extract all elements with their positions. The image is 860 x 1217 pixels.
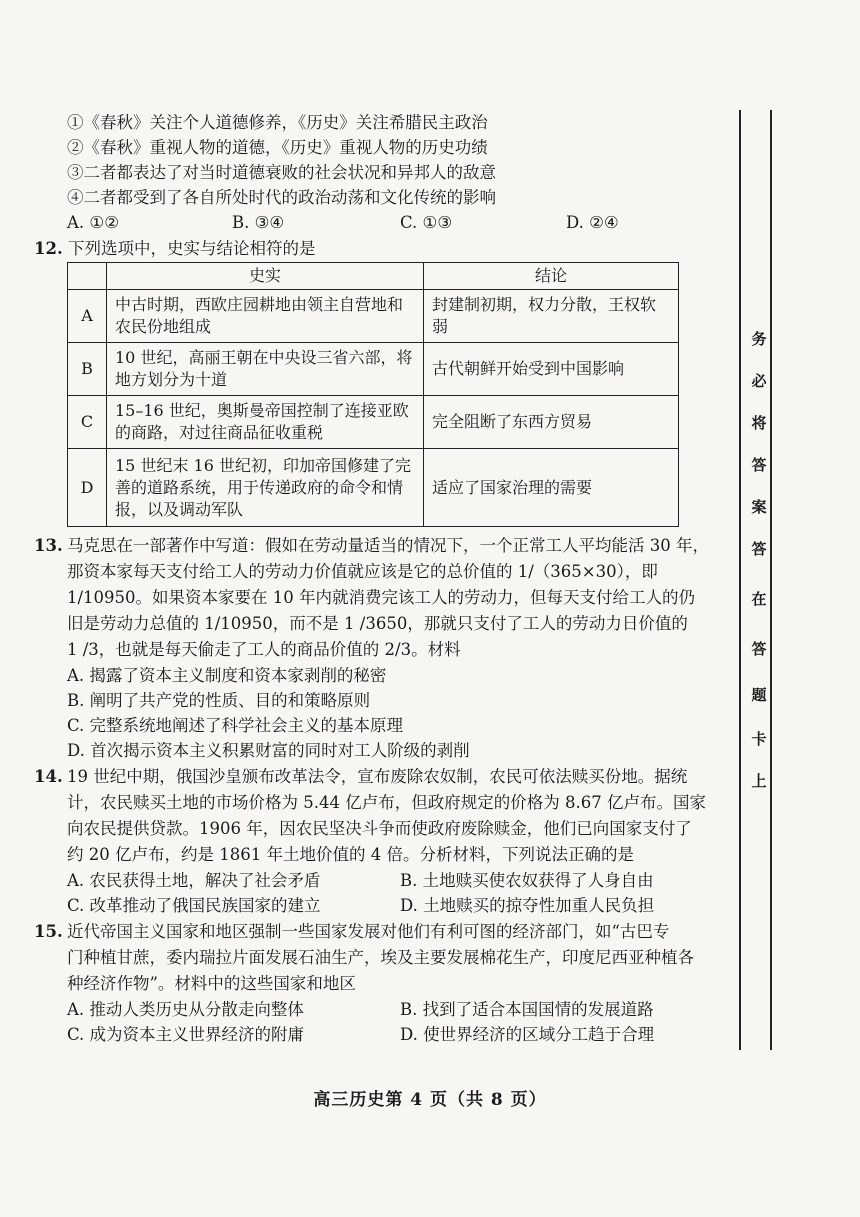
q14-number: 14. — [34, 767, 63, 786]
row-label: C — [68, 396, 107, 449]
table-header-empty — [68, 263, 107, 290]
q11-statement-4: ④二者都受到了各自所处时代的政治动荡和文化传统的影响 — [67, 188, 496, 207]
side-notice-char: 答 — [751, 640, 767, 658]
q15-option-b[interactable]: B. 找到了适合本国国情的发展道路 — [400, 1000, 654, 1019]
margin-rule-right — [770, 110, 772, 1050]
q14-option-c[interactable]: C. 改革推动了俄国民族国家的建立 — [67, 896, 321, 915]
side-notice-char: 将 — [751, 414, 767, 432]
q15-stem-line: 近代帝国主义国家和地区强制一些国家发展对他们有利可图的经济部门，如“古巴专 — [67, 922, 670, 941]
side-notice-char: 在 — [751, 590, 767, 608]
row-conclusion: 古代朝鲜开始受到中国影响 — [424, 343, 679, 396]
q15-stem-line: 门种植甘蔗，委内瑞拉片面发展石油生产，埃及主要发展棉花生产，印度尼西亚种植各 — [67, 948, 694, 967]
q11-option-d[interactable]: D. ②④ — [566, 213, 619, 232]
q11-option-a[interactable]: A. ①② — [67, 213, 119, 232]
q13-stem-line: 1 /3，也就是每天偷走了工人的商品价值的 2/3。材料 — [67, 640, 461, 659]
row-label: B — [68, 343, 107, 396]
q11-statement-1: ①《春秋》关注个人道德修养，《历史》关注希腊民主政治 — [67, 113, 488, 132]
q14-stem-line: 约 20 亿卢布，约是 1861 年土地价值的 4 倍。分析材料，下列说法正确的是 — [67, 845, 634, 864]
side-notice-char: 答 — [751, 540, 767, 558]
question-number: 12. — [34, 239, 63, 258]
q15-number: 15. — [34, 922, 63, 941]
row-label: D — [68, 449, 107, 527]
q13-stem-line: 马克思在一部著作中写道：假如在劳动量适当的情况下，一个正常工人平均能活 30 年， — [67, 536, 709, 555]
table-row[interactable] — [68, 449, 679, 527]
table-row[interactable] — [68, 290, 679, 343]
side-notice-char: 卡 — [751, 730, 767, 748]
row-conclusion: 封建制初期，权力分散，王权软弱 — [424, 290, 679, 343]
q14-option-d[interactable]: D. 土地赎买的掠夺性加重人民负担 — [400, 896, 655, 915]
q12-table — [67, 262, 679, 527]
q13-number: 13. — [34, 536, 63, 555]
q13-option-c[interactable]: C. 完整系统地阐述了科学社会主义的基本原理 — [67, 716, 404, 735]
q13-stem-line: 那资本家每天支付给工人的劳动力价值就应该是它的总价值的 1/（365×30），即 — [67, 562, 658, 581]
table-row[interactable] — [68, 396, 679, 449]
q14-option-b[interactable]: B. 土地赎买使农奴获得了人身自由 — [400, 871, 654, 890]
q14-stem-line: 计，农民赎买土地的市场价格为 5.44 亿卢布，但政府规定的价格为 8.67 亿卢布。国家 — [67, 793, 706, 812]
q13-option-b[interactable]: B. 阐明了共产党的性质、目的和策略原则 — [67, 691, 371, 710]
q14-stem-line: 向农民提供贷款。1906 年，因农民坚决斗争而使政府废除赎金，他们已向国家支付了 — [67, 819, 692, 838]
q13-stem-line: 旧是劳动力总值的 1/10950，而不是 1 /3650，那就只支付了工人的劳动力日价值的 — [67, 614, 688, 633]
q11-statement-2: ②《春秋》重视人物的道德，《历史》重视人物的历史功绩 — [67, 138, 488, 157]
side-notice-char: 上 — [751, 772, 767, 790]
q11-statement-3: ③二者都表达了对当时道德衰败的社会状况和异邦人的敌意 — [67, 163, 496, 182]
question-stem: 下列选项中，史实与结论相符的是 — [67, 239, 316, 258]
q11-option-c[interactable]: C. ①③ — [400, 213, 453, 232]
side-notice-char: 题 — [751, 686, 767, 704]
q15-option-a[interactable]: A. 推动人类历史从分散走向整体 — [67, 1000, 304, 1019]
margin-rule-left — [739, 110, 741, 1050]
q15-option-d[interactable]: D. 使世界经济的区域分工趋于合理 — [400, 1025, 655, 1044]
row-fact: 中古时期，西欧庄园耕地由领主自营地和农民份地组成 — [107, 290, 424, 343]
row-fact: 10 世纪，高丽王朝在中央设三省六部，将地方划分为十道 — [107, 343, 424, 396]
table-row[interactable] — [68, 343, 679, 396]
q13-option-d[interactable]: D. 首次揭示资本主义积累财富的同时对工人阶级的剥削 — [67, 741, 470, 760]
page-footer: 高三历史第 4 页（共 8 页） — [313, 1090, 547, 1110]
q14-option-a[interactable]: A. 农民获得土地，解决了社会矛盾 — [67, 871, 321, 890]
side-notice-char: 案 — [751, 498, 767, 516]
table-header-conclusion: 结论 — [424, 263, 679, 290]
side-notice-char: 务 — [751, 330, 767, 348]
q13-option-a[interactable]: A. 揭露了资本主义制度和资本家剥削的秘密 — [67, 666, 387, 685]
side-notice-char: 必 — [751, 372, 767, 390]
q14-stem-line: 19 世纪中期，俄国沙皇颁布改革法令，宣布废除农奴制，农民可依法赎买份地。据统 — [67, 767, 688, 786]
q15-stem-line: 种经济作物”。材料中的这些国家和地区 — [67, 974, 356, 993]
q11-option-b[interactable]: B. ③④ — [232, 213, 285, 232]
row-conclusion: 完全阻断了东西方贸易 — [424, 396, 679, 449]
table-header-fact: 史实 — [107, 263, 424, 290]
q15-option-c[interactable]: C. 成为资本主义世界经济的附庸 — [67, 1025, 305, 1044]
row-fact: 15 世纪末 16 世纪初，印加帝国修建了完善的道路系统，用于传递政府的命令和情报，以及调动军队 — [107, 449, 424, 527]
table-header-row — [68, 263, 679, 290]
q13-stem-line: 1/10950。如果资本家要在 10 年内就消费完该工人的劳动力，但每天支付给工人的仍 — [67, 588, 696, 607]
row-label: A — [68, 290, 107, 343]
q12-question — [34, 239, 315, 259]
row-fact: 15–16 世纪，奥斯曼帝国控制了连接亚欧的商路，对过往商品征收重税 — [107, 396, 424, 449]
side-notice-char: 答 — [751, 456, 767, 474]
row-conclusion: 适应了国家治理的需要 — [424, 449, 679, 527]
